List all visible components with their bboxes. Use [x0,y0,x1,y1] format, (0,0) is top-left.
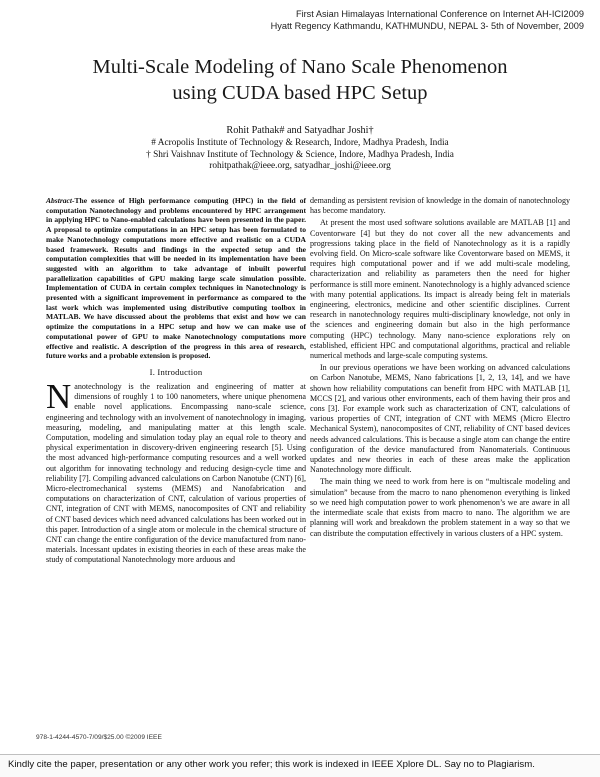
intro-paragraph-1-continued: demanding as persistent revision of knowledge in the domain of nanotechnology has become mandatory. [310,196,570,216]
author-block [60,124,540,173]
conference-name: First Asian Himalayas International Conference on Internet AH-ICI2009 [295,9,584,19]
intro-body-right [310,196,570,539]
abstract-text: The essence of High performance computing (HPC) in the field of computation Nanotechnology and problems encountered by HPC arrangement in applying HPC to Nano-enabled calculations have been presented in the paper. A proposal to optimize computations in an HPC setup has been formulated to make Nanotechnology computations more effective and realistic on a CUDA based framework. Results and findings in the expected setup and the computation complexities that will be needed in its implementation have been suggested with an algorithm to take advantage of inbuilt powerful parallelization capabilities of GPU making large scale simulation possible. Implementation of CUDA in certain complex techniques in Nanotechnology is presented with a significant improvement in performance as compared to the last work which was implemented using distributive computing toolbox in MATLAB. We have discussed about the problems that exist and how we can optimize the computations in a HPC setup and how we can make use of computational power of GPU to make Nanotechnology computations more effective and realistic. A description of the progress in this area of research, future works and a probable extension is proposed. [46,196,306,361]
citation-footer-bar [0,754,600,777]
conference-header [271,9,584,32]
paper-title-line1: Multi-Scale Modeling of Nano Scale Phenomenon [92,56,508,78]
author-names: Rohit Pathak# and Satyadhar Joshi† [226,125,374,136]
left-column [46,196,306,566]
affiliation-2: † Shri Vaishnav Institute of Technology & Science, Indore, Madhya Pradesh, India [146,149,454,160]
abstract [46,196,306,361]
intro-paragraph-4: The main thing we need to work from here is on “multiscale modeling and simulation” because from the macro to nano phenomenon everything is linked so we need high computation power to work phenomenon’s we are aware in all the intermediate scale that exists from macro to nano. The algorithm we are planning will work and breakdown the problem statement in a way so that we can distribute the computation effectively in various clusters of a HPC system. [310,477,570,538]
conference-venue: Hyatt Regency Kathmandu, KATHMUNDU, NEPAL 3- 5th of November, 2009 [270,20,584,31]
paper-title-line2: using CUDA based HPC Setup [172,82,428,104]
abstract-label: Abstract- [46,196,75,205]
affiliation-1: # Acropolis Institute of Technology & Research, Indore, Madhya Pradesh, India [151,138,449,148]
citation-notice: Kindly cite the paper, presentation or any other work you refer; this work is indexed in IEEE Xplore DL. Say no to Plagiarism. [8,759,535,770]
section-heading-introduction: I. Introduction [149,366,203,377]
intro-paragraph-3: In our previous operations we have been working on advanced calculations on Carbon Nanotube, MEMS, Nano fabrications [1, 2, 13, 14], and we have shown how reliability computations can benefit from HPC with MATLAB [1], MCCS [2], and various other environments, each of them having their pros and cons [3]. For example work such as characterization of CNT, calculations of various properties of CNT, integration of CNT with MEMS (Micro Electro Mechanical System), nanocomposites of CNT, reliability of CNT based devices needs advanced calculations. This is because a single atom can change the entire configuration of the device manufactured from Nanomaterials. Continuous updates and new theories in each of these areas make the application Nanotechnology more difficult. [310,363,570,475]
paper-title [40,54,560,106]
drop-cap: N [46,376,72,416]
author-emails: rohitpathak@ieee.org, satyadhar_joshi@ieee.org [209,161,391,172]
intro-paragraph-1-text: anotechnology is the realization and engineering of matter at dimensions of roughly 1 to 100 nanometers, where unique phenomena enable novel applications. Encompassing nano-scale science, engineering and technology with an involvement of nanotechnology in imaging, measuring, modeling, and manipulating matter at this length scale. Computation, modeling and simulation today play an equal role to theory and physical experimentation in discovery-driven engineering research [5]. Using the most advanced high-performance computing resources and a well worked out algorithm for innovating technology and reducing design-cycle time and reliability [7]. Compiling advanced calculations on Carbon Nanotube (CNT) [6], Micro-electromechanical systems (MEMS) and Nanofabrication and computations on characterization of CNT, calculation of various properties of CNT, integration of CNT with MEMS, nanocomposites of CNT and reliability of CNT based devices which need advanced calculations has been worked out in this paper. Introduction of a single atom or molecule in the chemical structure of CNT can change the entire configuration of the device manufactured from nano-materials. Incessant updates in existing theories in each of these areas make the study of computational Nanotechnology more arduous and [46,381,306,565]
right-column [310,196,570,539]
intro-body-left [46,376,306,566]
intro-paragraph-1 [46,376,306,566]
isbn-copyright: 978-1-4244-4570-7/09/$25.00 ©2009 IEEE [36,734,162,741]
intro-paragraph-2: At present the most used software solutions available are MATLAB [1] and Coventorware [4] but they do not cover all the new advancements and progressions taking place in the field of Nanotechnology as it is a rapidly evolving field. On Micro-scale software like Coventorware based on MEMS, it requires high computational power and if we add multi-scale modeling, characterization and reliability as parameters then the need for higher performance is still more eminent. Nanotechnology is a highly advanced science with many potential applications. Its impact is already being felt in materials engineering, electronics, medicine and other scientific disciplines. Current research in nanotechnology requires multi-disciplinary knowledge, not only in the sciences and engineering domain but also in the high performance computing (HPC) technology. Many nano-science explorations rely on established, efficient HPC and computational algorithms, practical and reliable numerical methods and large-scale computing systems. [310,218,570,361]
